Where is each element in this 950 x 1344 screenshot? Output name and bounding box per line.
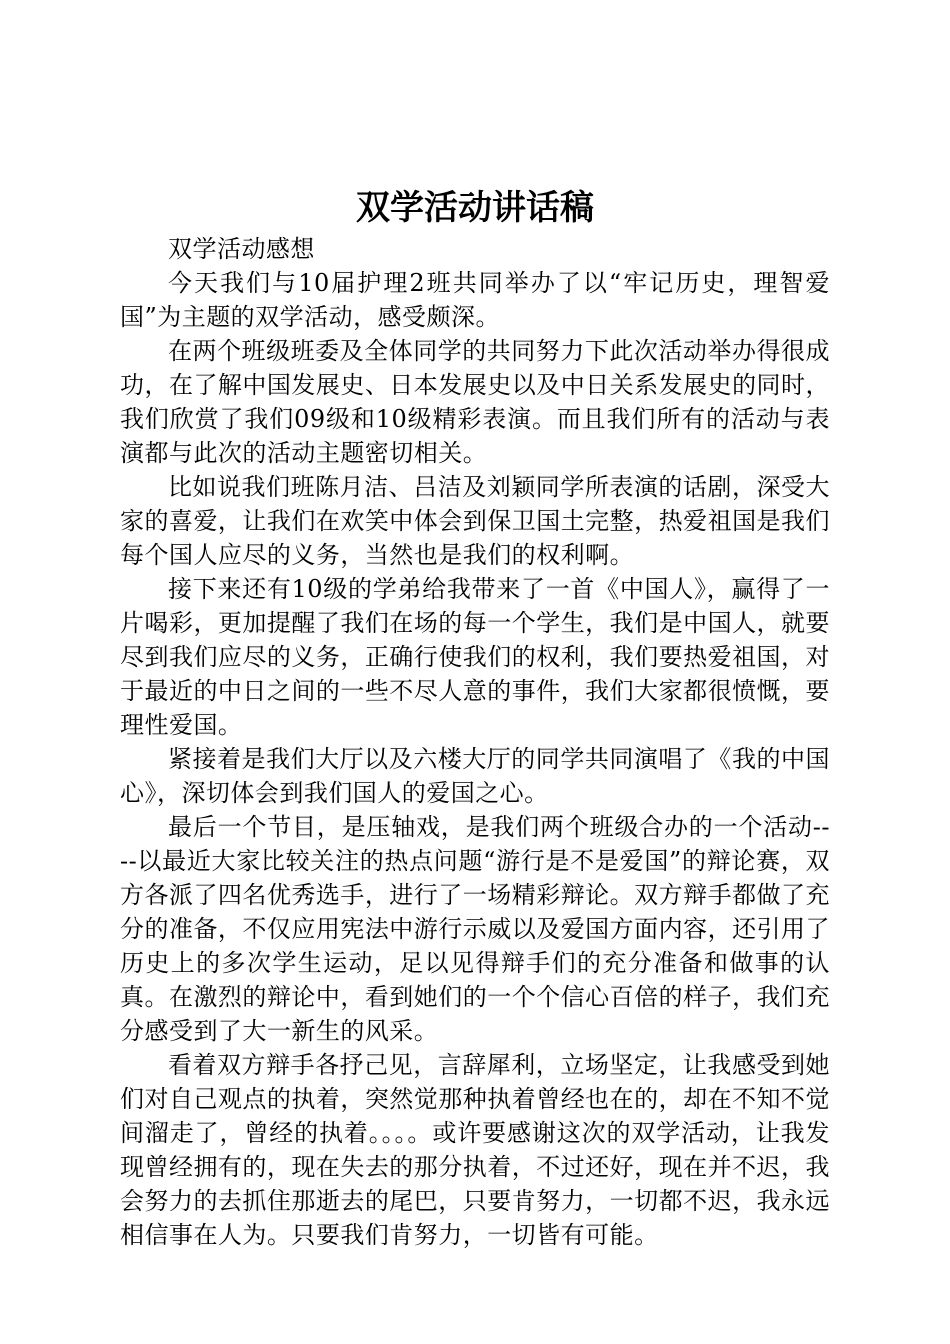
paragraph: 接下来还有10级的学弟给我带来了一首《中国人》，赢得了一片喝彩，更加提醒了我们在场的每一个学生，我们是中国人，就要尽到我们应尽的义务，正确行使我们的权利，我们要热爱祖国，对于最近的中日之间的一些不尽人意的事件，我们大家都很愤慨，要理性爱国。 [120, 575, 830, 739]
paragraph: 在两个班级班委及全体同学的共同努力下此次活动举办得很成功，在了解中国发展史、日本发展史以及中日关系发展史的同时，我们欣赏了我们09级和10级精彩表演。而且我们所有的活动与表演都与此次的活动主题密切相关。 [120, 337, 830, 467]
paragraph: 看着双方辩手各抒己见，言辞犀利，立场坚定，让我感受到她们对自己观点的执着，突然觉那种执着曾经也在的，却在不知不觉间溜走了，曾经的执着。。。。或许要感谢这次的双学活动，让我发现曾经拥有的，现在失去的那分执着，不过还好，现在并不迟，我会努力的去抓住那逝去的尾巴，只要肯努力，一切都不迟，我永远相信事在人为。只要我们肯努力，一切皆有可能。 [120, 1051, 830, 1249]
paragraph: 最后一个节目，是压轴戏，是我们两个班级合办的一个活动----以最近大家比较关注的热点问题“游行是不是爱国”的辩论赛，双方各派了四名优秀选手，进行了一场精彩辩论。双方辩手都做了充分的准备，不仅应用宪法中游行示威以及爱国方面内容，还引用了历史上的多次学生运动，足以见得辩手们的充分准备和做事的认真。在激烈的辩论中，看到她们的一个个信心百倍的样子，我们充分感受到了大一新生的风采。 [120, 813, 830, 1045]
document-title: 双学活动讲话稿 [356, 188, 594, 228]
paragraph-subtitle: 双学活动感想 [168, 235, 315, 263]
document-body [120, 232, 830, 1252]
paragraph: 比如说我们班陈月洁、吕洁及刘颖同学所表演的话剧，深受大家的喜爱，让我们在欢笑中体会到保卫国土完整，热爱祖国是我们每个国人应尽的义务，当然也是我们的权利啊。 [120, 473, 830, 569]
paragraph: 今天我们与10届护理2班共同举办了以“牢记历史，理智爱国”为主题的双学活动，感受颇深。 [120, 269, 830, 331]
paragraph: 紧接着是我们大厅以及六楼大厅的同学共同演唱了《我的中国心》，深切体会到我们国人的爱国之心。 [120, 745, 830, 807]
